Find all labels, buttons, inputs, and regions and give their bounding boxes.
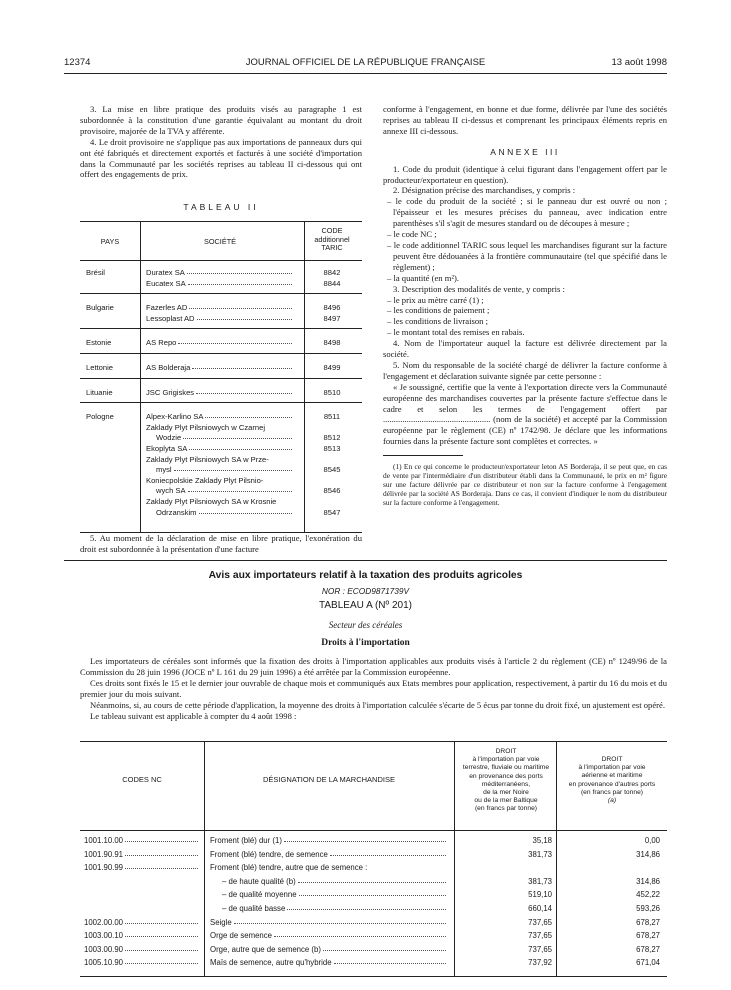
- designation: – de haute qualité (b): [222, 876, 296, 886]
- table-ii: [80, 221, 362, 533]
- col-societe-header: SOCIÉTÉ: [203, 237, 237, 246]
- secteur-label: Secteur des céréales: [328, 620, 403, 630]
- company-name: AS Bolderaja: [146, 363, 191, 372]
- nc-code-cell: [84, 918, 200, 927]
- designation: Froment (blé) tendre, autre que de semence :: [210, 863, 368, 873]
- dot-leader: [274, 931, 446, 937]
- nc-code: 1003.00.90: [84, 944, 124, 954]
- continued-paragraph: conforme à l'engagement, en bonne et due forme, délivrée par l'une des sociétés reprises au tableau II ci-dessus et comprenant les principaux éléments repris en annexe III ci-dessous.: [383, 104, 667, 136]
- dot-leader: [189, 303, 292, 309]
- annexe-item: 5. Nom du responsable de la société chargé de délivrer la facture conforme à l'engagement et déclaration suivante signée par cette personne :: [383, 359, 667, 381]
- country-cell: Estonie: [86, 338, 112, 348]
- designation-cell: [210, 945, 448, 954]
- annexe-items: [383, 164, 667, 448]
- droit2-header-line: en provenance d'autres ports: [568, 780, 656, 788]
- droit1-header-line: ou de la mer Baltique: [474, 797, 538, 805]
- company-name: Duratex SA: [146, 268, 185, 277]
- duty-mediterranean: 737,65: [528, 931, 552, 941]
- nc-code-cell: [84, 850, 200, 859]
- annexe-item: 3. Description des modalités de vente, y compris :: [393, 283, 565, 294]
- nc-code: 1003.00.10: [84, 931, 124, 941]
- duty-mediterranean: 381,73: [528, 849, 552, 859]
- taric-code: 8844: [323, 278, 341, 288]
- annexe-item: – les conditions de livraison ;: [387, 316, 488, 327]
- nc-code-cell: [84, 863, 200, 872]
- avis-nor: NOR : ECOD9871739V: [321, 586, 410, 596]
- company-name: Odrzanskim: [156, 507, 197, 517]
- company-line: [146, 444, 294, 453]
- taric-code: 8547: [323, 507, 341, 517]
- dot-leader: [125, 850, 198, 856]
- duty-mediterranean: 519,10: [528, 890, 552, 900]
- droit2-header-line: DROIT: [601, 756, 623, 763]
- footnote-rule: [383, 455, 463, 456]
- avis-paragraph-1: Les importateurs de céréales sont informés que la fixation des droits à l'importation applicables aux produits visés à l'article 2 du règlement (CE) nº 1249/96 de la Commission du 28 juin 1996 (JOCE nº L 161 du 29 juin 1996) a été arrêtée par la Commission européenne.: [80, 656, 667, 677]
- designation: Maïs de semence, autre qu'hybride: [210, 958, 332, 968]
- dot-leader: [330, 850, 446, 856]
- annexe-item: – le code du produit de la société ; si le panneau dur est ouvré ou non ; l'épaisseur et les mesures précises du panneau, avec indication entre parenthèses s'il s'agit de mesures standard ou de découpes à mesure ;: [387, 196, 667, 229]
- dot-leader: [125, 836, 198, 842]
- nc-code: 1005.10.90: [84, 958, 124, 968]
- dot-leader: [183, 433, 292, 439]
- duty-other-ports: 452,22: [636, 890, 660, 900]
- company-line: [156, 508, 294, 517]
- duty-other-ports: 671,04: [636, 958, 660, 968]
- designation: Froment (blé) dur (1): [210, 836, 282, 845]
- company-line: [146, 455, 294, 464]
- right-column: [383, 104, 667, 507]
- country-cell: Bulgarie: [86, 303, 114, 313]
- table-ii-header: [80, 222, 362, 261]
- avis-paragraph-3: Néanmoins, si, au cours de cette période d'application, la moyenne des droits à l'importation calculée s'écarte de 5 écus par tonne du droit fixé, un ajustement est opéré.: [90, 699, 665, 710]
- annexe-item: – le code additionnel TARIC sous lequel les marchandises figurant sur la facture peuvent être dédouanées à la frontière communautaire (tel que spécifié dans le règlement) ;: [387, 239, 667, 272]
- duty-mediterranean: 737,65: [528, 917, 552, 927]
- taric-code: 8511: [323, 412, 341, 422]
- company-line: [146, 279, 294, 288]
- designation: Seigle: [210, 917, 232, 927]
- page-number: 12374: [64, 57, 91, 68]
- group-rule: [80, 353, 362, 354]
- company-name: Zaklady Plyt Pilsniowych w Czarnej: [146, 422, 266, 432]
- taric-code: 8510: [323, 387, 341, 397]
- taric-code: 8499: [323, 363, 341, 372]
- company-name: Wodzie: [156, 433, 182, 443]
- company-line: [156, 486, 294, 495]
- company-line: [156, 465, 294, 474]
- duty-other-ports: 314,86: [636, 876, 660, 886]
- annexe-title: ANNEXE III: [490, 146, 560, 157]
- dot-leader: [299, 890, 446, 896]
- group-rule: [80, 402, 362, 403]
- designation: Froment (blé) tendre, de semence: [210, 849, 328, 859]
- company-line: [146, 497, 294, 506]
- annexe-item: – le code NC ;: [387, 229, 437, 240]
- droit1-header-line: à l'importation par voie: [472, 756, 540, 764]
- col-droit1-header: [456, 748, 556, 814]
- duty-mediterranean: 381,73: [528, 876, 552, 886]
- annexe-item: – les conditions de paiement ;: [387, 305, 490, 316]
- annexe-item: – la quantité (en m²).: [387, 272, 460, 283]
- company-name: mysl: [156, 465, 172, 475]
- company-line: [146, 268, 294, 277]
- designation-cell: [222, 890, 448, 899]
- taric-code: 8513: [323, 444, 341, 453]
- nc-code: 1002.00.00: [84, 917, 124, 927]
- dot-leader: [125, 918, 198, 924]
- designation-cell: [222, 904, 448, 913]
- dot-leader: [197, 314, 292, 320]
- company-name: Lessoplast AD: [146, 313, 195, 323]
- designation-cell: [210, 863, 448, 872]
- droit1-header-line: de la mer Noire: [483, 789, 529, 797]
- section-rule: [64, 560, 667, 561]
- left-column: [80, 104, 362, 180]
- annexe-item: « Je soussigné, certifie que la vente à l'exportation directe vers la Communauté européenne des marchandises couvertes par la présente facture s'effectue dans le cadre et selon les termes de l'engagement offert par .................................................. (nom de la société) et accepté par la Commission européenne par le règlement (CE) nº 1742/98. Je déclare que les informations fournies dans la présente facture sont complètes et correctes. »: [383, 381, 667, 447]
- company-name: wych SA: [156, 486, 186, 496]
- country-cell: Lettonie: [86, 363, 114, 372]
- company-name: Zaklady Plyt Pilsniowych SA w Krosnie: [146, 497, 277, 506]
- company-name: JSC Grigiskes: [146, 387, 195, 397]
- dot-leader: [205, 412, 292, 418]
- dot-leader: [125, 931, 198, 937]
- duty-mediterranean: 35,18: [532, 836, 552, 845]
- avis-text: [80, 656, 667, 721]
- dot-leader: [323, 945, 446, 951]
- country-cell: Pologne: [86, 412, 114, 422]
- designation-cell: [210, 836, 448, 845]
- duty-mediterranean: 737,65: [528, 944, 552, 954]
- dot-leader: [334, 958, 446, 964]
- tableau-a-title: TABLEAU A (Nº 201): [319, 600, 412, 611]
- duty-other-ports: 0,00: [644, 836, 660, 845]
- dot-leader: [199, 508, 292, 514]
- table-a-divider-2: [454, 742, 455, 976]
- duty-other-ports: 314,86: [636, 849, 660, 859]
- droit1-header-line: DROIT: [495, 748, 517, 755]
- nc-code: 1001.90.91: [84, 849, 124, 859]
- annexe-item: 2. Désignation précise des marchandises, y compris :: [393, 185, 576, 196]
- duty-other-ports: 678,27: [636, 917, 660, 927]
- designation-cell: [210, 931, 448, 940]
- col-designation-header: DÉSIGNATION DE LA MARCHANDISE: [263, 775, 395, 784]
- droit2-header-line: (a): [607, 797, 617, 805]
- taric-code: 8512: [323, 433, 341, 443]
- company-line: [146, 338, 294, 347]
- company-line: [146, 303, 294, 312]
- annexe-item: 1. Code du produit (identique à celui figurant dans l'engagement offert par le producteur/exportateur en question).: [383, 163, 667, 185]
- company-line: [146, 314, 294, 323]
- droit1-header-line: méditerranéens,: [481, 780, 531, 788]
- company-name: Ekoplyta SA: [146, 444, 188, 453]
- journal-title: JOURNAL OFFICIEL DE LA RÉPUBLIQUE FRANÇAISE: [245, 57, 486, 68]
- nc-code-cell: [84, 945, 200, 954]
- taric-code: 8842: [323, 268, 341, 277]
- nc-code-cell: [84, 931, 200, 940]
- annexe-item: – le prix au mètre carré (1) ;: [387, 294, 484, 305]
- table-a: [80, 741, 667, 977]
- designation: Orge, autre que de semence (b): [210, 944, 321, 954]
- dot-leader: [196, 388, 292, 394]
- col-droit2-header: [558, 756, 666, 805]
- droit1-header-line: en provenance des ports: [469, 772, 543, 780]
- dot-leader: [187, 268, 292, 274]
- designation: – de qualité moyenne: [222, 890, 297, 900]
- table-a-divider-3: [556, 742, 557, 976]
- designation: – de qualité basse: [222, 904, 286, 913]
- header-rule: [64, 73, 667, 74]
- company-name: Eucatex SA: [146, 278, 186, 288]
- paragraph-3: 3. La mise en libre pratique des produits visés au paragraphe 1 est subordonnée à la constitution d'une garantie équivalant au montant du droit provisoire, majorée de la TVA y afférente.: [80, 104, 362, 136]
- duty-other-ports: 678,27: [636, 931, 660, 941]
- table-a-header-rule: [80, 830, 667, 831]
- nc-code: 1001.90.99: [84, 863, 124, 873]
- taric-code: 8545: [323, 465, 341, 475]
- annexe-item: – le montant total des remises en rabais.: [387, 327, 525, 338]
- designation-cell: [210, 918, 448, 927]
- country-cell: Lituanie: [86, 387, 113, 397]
- designation-cell: [222, 877, 448, 886]
- dot-leader: [125, 945, 198, 951]
- duty-mediterranean: 660,14: [528, 904, 552, 913]
- designation-cell: [210, 850, 448, 859]
- company-line: [146, 423, 294, 432]
- dot-leader: [125, 863, 198, 869]
- droit1-header-line: terrestre, fluviale ou maritime: [462, 764, 550, 772]
- dot-leader: [188, 486, 292, 492]
- taric-code: 8546: [323, 486, 341, 496]
- footnote: (1) En ce qui concerne le producteur/exportateur leton AS Borderaja, il se peut que, en cas de vente par l'intermédiaire d'un distributeur établi dans la Communauté, le prix en m² figure sur une facture délivrée par ce distributeur et non sur la facture conforme à l'engagement délivrée par la société AS Borderaja. Dans ce cas, il convient d'indiquer le nom du distributeur sur la facture conforme à l'engagement.: [383, 462, 667, 508]
- group-rule: [80, 293, 362, 294]
- company-name: Alpex-Karlino SA: [146, 412, 204, 422]
- dot-leader: [284, 836, 446, 842]
- droit2-header-line: (en francs par tonne): [580, 788, 644, 796]
- droits-heading: Droits à l'importation: [321, 638, 410, 648]
- duty-other-ports: 678,27: [636, 944, 660, 954]
- col-code-header: CODE additionnel TARIC: [314, 226, 350, 252]
- annexe-item: 4. Nom de l'importateur auquel la facture est délivrée directement par la société.: [383, 338, 667, 360]
- col-codes-header: CODES NC: [122, 775, 162, 784]
- avis-paragraph-4: Le tableau suivant est applicable à compter du 4 août 1998 :: [90, 710, 297, 721]
- dot-leader: [189, 444, 292, 450]
- company-name: Koniecpolskie Zaklady Plyt Pilsnio-: [146, 475, 264, 485]
- paragraph-4: 4. Le droit provisoire ne s'applique pas aux importations de panneaux durs qui ont été fabriqués et directement exportés et facturés à une société d'importation dans la Communauté par les sociétés reprises au tableau II ci-dessous qui ont offert des engagements de prix.: [80, 136, 362, 180]
- table-ii-title: TABLEAU II: [183, 202, 259, 212]
- country-cell: Brésil: [86, 268, 105, 277]
- dot-leader: [192, 363, 292, 369]
- dot-leader: [287, 904, 446, 910]
- nc-code: 1001.10.00: [84, 836, 124, 845]
- issue-date: 13 août 1998: [611, 57, 667, 68]
- company-line: [156, 433, 294, 442]
- company-name: Zaklady Plyt Pilsniowych SA w Prze-: [146, 454, 269, 464]
- duty-other-ports: 593,26: [636, 904, 660, 913]
- company-line: [146, 476, 294, 485]
- company-line: [146, 412, 294, 421]
- duty-mediterranean: 737,92: [528, 958, 552, 968]
- taric-code: 8496: [323, 303, 341, 313]
- group-rule: [80, 378, 362, 379]
- company-line: [146, 388, 294, 397]
- dot-leader: [298, 877, 446, 883]
- dot-leader: [234, 918, 446, 924]
- dot-leader: [178, 338, 292, 344]
- droit2-header-line: aérienne et maritime: [581, 772, 643, 780]
- company-name: Fazerles AD: [146, 303, 188, 313]
- droit1-header-line: (en francs par tonne): [474, 805, 538, 813]
- dot-leader: [174, 465, 292, 471]
- nc-code-cell: [84, 836, 200, 845]
- paragraph-5: 5. Au moment de la déclaration de mise en libre pratique, l'exonération du droit est subordonnée à la présentation d'une facture: [80, 533, 362, 554]
- nc-code-cell: [84, 958, 200, 967]
- dot-leader: [125, 958, 198, 964]
- company-name: AS Repo: [146, 338, 177, 348]
- avis-title: Avis aux importateurs relatif à la taxation des produits agricoles: [208, 570, 523, 581]
- taric-code: 8498: [323, 338, 341, 348]
- company-line: [146, 363, 294, 372]
- taric-code: 8497: [323, 313, 341, 323]
- group-rule: [80, 328, 362, 329]
- droit2-header-line: à l'importation par voie: [578, 764, 646, 772]
- designation-cell: [210, 958, 448, 967]
- col-pays-header: PAYS: [100, 237, 120, 246]
- designation: Orge de semence: [210, 931, 272, 941]
- dot-leader: [188, 279, 292, 285]
- paragraph-5-block: [80, 533, 362, 555]
- avis-paragraph-2: Ces droits sont fixés le 15 et le dernier jour ouvrable de chaque mois et communiqués aux Etats membres pour application, respectivement, à partir du 16 du mois et du premier jour du mois suivant.: [80, 677, 667, 699]
